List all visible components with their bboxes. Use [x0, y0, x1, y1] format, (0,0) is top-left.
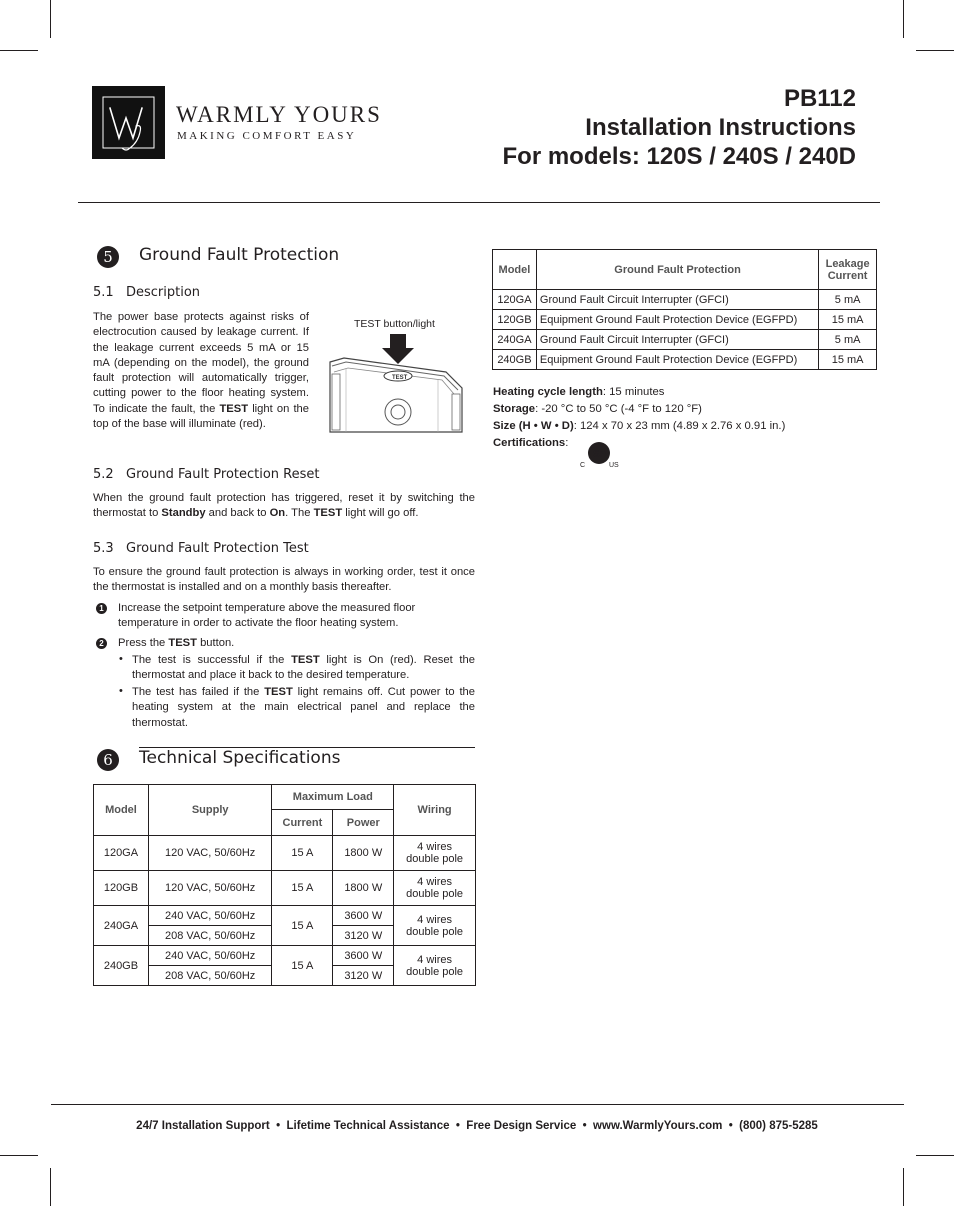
- cell-wiring: [394, 946, 476, 986]
- table-row: [493, 290, 877, 310]
- crop-mark: [903, 0, 904, 38]
- brand-tagline: MAKING COMFORT EASY: [177, 130, 357, 142]
- cell-supply: 240 VAC, 50/60Hz: [148, 946, 272, 966]
- table-row: [493, 350, 877, 370]
- table-row: [493, 310, 877, 330]
- cell-leakage: 15 mA: [819, 310, 877, 330]
- col-header-leakage: [819, 250, 877, 290]
- svg-text:SP: SP: [593, 449, 607, 460]
- cell-current: 15 A: [272, 836, 333, 871]
- bold-text: TEST: [313, 507, 343, 520]
- cell-description: Equipment Ground Fault Protection Device (EGFPD): [536, 310, 818, 330]
- cell-description: Ground Fault Circuit Interrupter (GFCI): [536, 330, 818, 350]
- wy-monogram-icon: [92, 86, 165, 159]
- text: double pole: [406, 925, 464, 938]
- brand-name: WARMLY YOURS: [176, 102, 382, 127]
- brand-logo-mark: [92, 86, 165, 159]
- table-row: [94, 836, 476, 871]
- col-header-current: Current: [272, 810, 333, 836]
- cert-us-label: US: [609, 462, 619, 469]
- cell-wiring: [394, 836, 476, 871]
- cell-leakage: 5 mA: [819, 330, 877, 350]
- cell-power: 3600 W: [333, 906, 394, 926]
- cell-leakage: 5 mA: [819, 290, 877, 310]
- cell-model: 120GA: [94, 836, 149, 871]
- subsection-title: Description: [126, 285, 201, 300]
- col-header-model: Model: [94, 785, 149, 836]
- cell-supply: 208 VAC, 50/60Hz: [148, 926, 272, 946]
- text: 4 wires: [417, 841, 453, 853]
- title-models: For models: 120S / 240S / 240D: [502, 143, 856, 170]
- crop-mark: [50, 1168, 51, 1206]
- text: double pole: [406, 965, 464, 978]
- cell-power: 1800 W: [333, 836, 394, 871]
- cell-supply: 120 VAC, 50/60Hz: [148, 871, 272, 906]
- text: and back to: [205, 507, 270, 520]
- text: 4 wires: [417, 913, 453, 926]
- table-row: [94, 906, 476, 926]
- col-header-supply: Supply: [148, 785, 272, 836]
- spec-storage: [493, 401, 785, 418]
- cell-model: 120GB: [94, 871, 149, 906]
- cell-model: 240GA: [94, 906, 149, 946]
- crop-mark: [916, 1155, 954, 1156]
- text: The test has failed if the: [132, 686, 265, 698]
- text: Press the: [118, 637, 169, 649]
- value: : 124 x 70 x 23 mm (4.89 x 2.76 x 0.91 in.): [573, 420, 786, 432]
- col-header-gfp: Ground Fault Protection: [536, 250, 818, 290]
- subsection-title: Ground Fault Protection Test: [126, 541, 309, 556]
- value: : 15 minutes: [602, 386, 665, 398]
- step-1-number: 1: [96, 603, 107, 614]
- section-5-number: 5: [97, 246, 119, 268]
- cell-supply: 240 VAC, 50/60Hz: [148, 906, 272, 926]
- label: Heating cycle length: [493, 386, 603, 398]
- bullet-dot: •: [119, 685, 123, 697]
- col-header-power: Power: [333, 810, 394, 836]
- section-6-number: 6: [97, 749, 119, 771]
- title-doc-type: Installation Instructions: [585, 114, 856, 141]
- text: When the ground fault protection has triggered, reset it by switching the thermostat to: [93, 492, 475, 520]
- text: button.: [196, 637, 235, 649]
- value: :: [565, 437, 569, 449]
- bold-text: Standby: [161, 507, 206, 520]
- cell-model: 240GB: [94, 946, 149, 986]
- ground-fault-table: [492, 249, 877, 370]
- reset-paragraph: [93, 491, 475, 522]
- bullet-success-text: [132, 653, 475, 684]
- section-5-title: Ground Fault Protection: [139, 245, 340, 265]
- subsection-number: 5.3: [93, 541, 114, 556]
- cell-description: Equipment Ground Fault Protection Device (EGFPD): [536, 350, 818, 370]
- bold-text: TEST: [168, 637, 197, 649]
- spec-list: [493, 384, 785, 452]
- thermostat-base-illustration: [326, 332, 468, 434]
- crop-mark: [0, 1155, 38, 1156]
- cell-power: 3600 W: [333, 946, 394, 966]
- text: light is On (red). Reset the thermostat and place it back to the desired temperature.: [132, 654, 475, 682]
- bold-text: On: [269, 507, 286, 520]
- cell-model: 240GA: [493, 330, 537, 350]
- col-header-model: Model: [493, 250, 537, 290]
- text: 4 wires: [417, 953, 453, 966]
- cell-supply: 208 VAC, 50/60Hz: [148, 966, 272, 986]
- col-header-wiring: Wiring: [394, 785, 476, 836]
- figure-label: TEST button/light: [354, 318, 435, 330]
- col-header-max-load: Maximum Load: [272, 785, 394, 810]
- cell-current: 15 A: [272, 946, 333, 986]
- cert-c-label: C: [580, 462, 586, 469]
- table-row: [493, 330, 877, 350]
- bold-text: TEST: [264, 686, 293, 698]
- subsection-title: Ground Fault Protection Reset: [126, 467, 320, 482]
- text: light will go off.: [342, 507, 419, 520]
- cell-power: 3120 W: [333, 926, 394, 946]
- section-6-title: Technical Specifications: [139, 748, 341, 768]
- test-paragraph: To ensure the ground fault protection is always in working order, test it once the thermostat is installed and on a monthly basis thereafter.: [93, 566, 475, 594]
- text: The power base protects against risks of electrocution caused by leakage current. If the leakage current exceeds 5 mA or 15 mA (depending on the model), the ground fault protection will automatically trigger, cutting power to the floor heating system. To indicate the fault, the: [93, 311, 309, 415]
- crop-mark: [916, 50, 954, 51]
- spec-heating: [493, 384, 785, 401]
- cell-model: 120GB: [493, 310, 537, 330]
- footer-divider: [51, 1104, 904, 1105]
- cell-wiring: [394, 906, 476, 946]
- step-2-number: 2: [96, 638, 107, 649]
- subsection-5-1-heading: [93, 285, 200, 300]
- text: double pole: [406, 853, 464, 865]
- header-divider: [78, 202, 880, 203]
- cell-description: Ground Fault Circuit Interrupter (GFCI): [536, 290, 818, 310]
- csa-certification-mark: [580, 440, 622, 472]
- cell-model: 240GB: [493, 350, 537, 370]
- subsection-number: 5.2: [93, 467, 114, 482]
- cell-power: 3120 W: [333, 966, 394, 986]
- crop-mark: [50, 0, 51, 38]
- bold-text: TEST: [219, 402, 249, 415]
- label: Size (H • W • D): [493, 420, 574, 432]
- bold-text: TEST: [291, 654, 320, 666]
- label: Storage: [493, 403, 536, 415]
- cell-current: 15 A: [272, 906, 333, 946]
- spec-certifications: [493, 435, 785, 452]
- table-row: [94, 871, 476, 906]
- bullet-dot: •: [119, 653, 123, 665]
- cell-wiring: [394, 871, 476, 906]
- text: 4 wires: [417, 876, 453, 888]
- table-row: [94, 946, 476, 966]
- crop-mark: [0, 50, 38, 51]
- spec-size: [493, 418, 785, 435]
- tech-spec-table: [93, 784, 476, 986]
- svg-text:TEST: TEST: [392, 375, 408, 381]
- text: Leakage: [825, 257, 870, 270]
- cell-power: 1800 W: [333, 871, 394, 906]
- cell-supply: 120 VAC, 50/60Hz: [148, 836, 272, 871]
- footer-support-line: 24/7 Installation Support • Lifetime Technical Assistance • Free Design Service • www.WarmlyYours.com • (800) 875-5285: [136, 1120, 818, 1132]
- value: : -20 °C to 50 °C (-4 °F to 120 °F): [535, 403, 702, 415]
- step-2-text: [118, 636, 475, 651]
- cell-current: 15 A: [272, 871, 333, 906]
- description-paragraph: [93, 310, 309, 432]
- text: . The: [285, 507, 314, 520]
- cell-model: 120GA: [493, 290, 537, 310]
- page-title: [503, 84, 857, 171]
- bullet-failed-text: [132, 685, 475, 731]
- arrow-down-icon: [382, 334, 414, 364]
- text: Current: [827, 269, 868, 282]
- text: light on the top of the base will illuminate (red).: [93, 402, 309, 431]
- subsection-5-2-heading: [93, 467, 320, 482]
- subsection-5-3-heading: [93, 541, 309, 556]
- cell-leakage: 15 mA: [819, 350, 877, 370]
- label: Certifications: [493, 437, 566, 449]
- step-1-text: Increase the setpoint temperature above the measured floor temperature in order to activate the floor heating system.: [118, 602, 416, 630]
- text: double pole: [406, 888, 464, 900]
- title-product-code: PB112: [783, 85, 856, 112]
- subsection-number: 5.1: [93, 285, 114, 300]
- text: The test is successful if the: [132, 654, 292, 666]
- crop-mark: [903, 1168, 904, 1206]
- text: light remains off. Cut power to the heating system at the main electrical panel and replace the thermostat.: [132, 686, 475, 729]
